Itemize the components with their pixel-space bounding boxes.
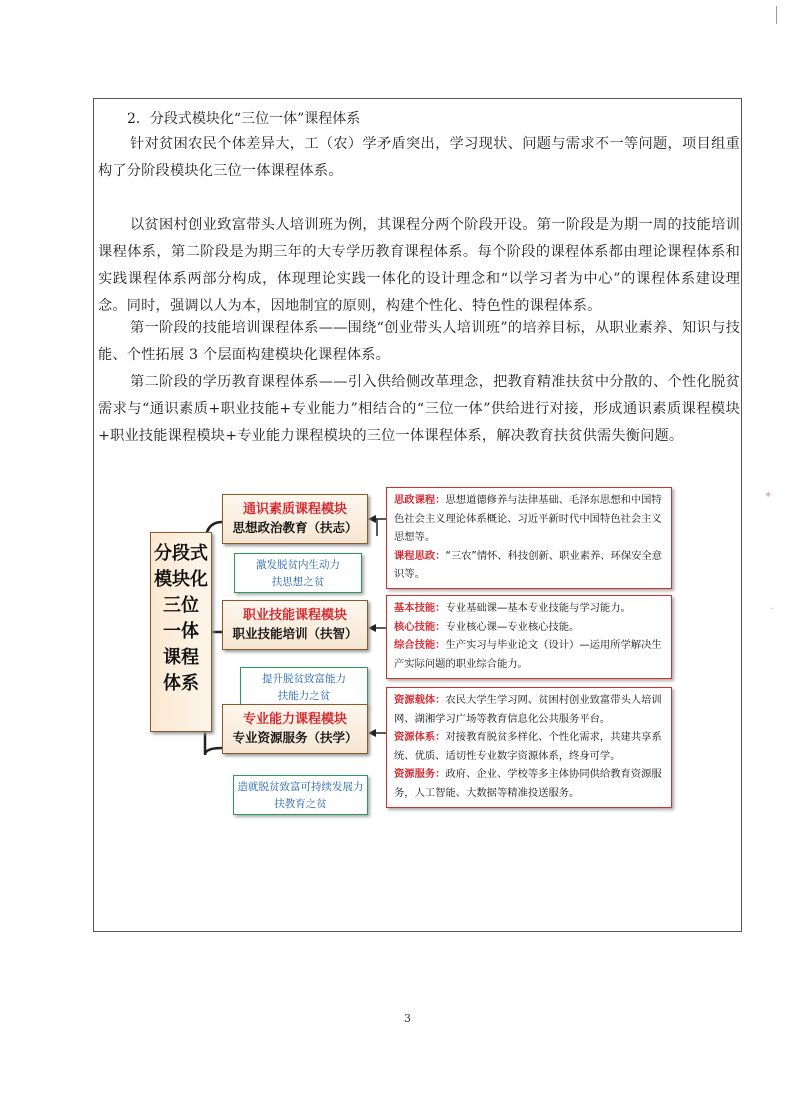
detail-value: 专业基础课—基本专业技能与学习能力。 [445, 602, 631, 614]
detail-value: 政府、企业、学校等多主体协同供给教育资源服务，人工智能、大数据等精准投送服务。 [394, 768, 662, 799]
goal-line: 激发脱贫内生动力 [256, 559, 340, 571]
center-title-line: 一体 [163, 621, 199, 642]
paragraph: 第一阶段的技能培训课程体系——围绕“创业带头人培训班”的培养目标，从职业素养、知识与技能、个性拓展 3 个层面构建模块化课程体系。 [98, 320, 740, 363]
detail-value: 农民大学生学习网、贫困村创业致富带头人培训网、湖湘学习广场等教育信息化公共服务平台。 [394, 694, 662, 725]
detail-key: 核心技能： [394, 620, 446, 633]
detail-key: 基本技能： [394, 602, 446, 614]
detail-item [394, 491, 664, 547]
center-title-line: 课程 [163, 647, 199, 668]
center-title-line: 体系 [163, 673, 199, 694]
detail-item [394, 765, 664, 802]
goal-line: 造就脱贫致富可持续发展力 [237, 781, 364, 793]
detail-key: 资源体系： [394, 731, 446, 743]
module-subtitle: 思想政治教育（扶志） [232, 520, 358, 535]
detail-item [394, 599, 664, 618]
red-stamp-mark: · [770, 604, 774, 615]
section-heading: 2．分段式模块化“三位一体”课程体系 [127, 111, 361, 127]
module-goal [234, 553, 362, 593]
module-goal [240, 667, 368, 707]
detail-value: 专业核心课—专业核心技能。 [445, 620, 580, 633]
module-goal [233, 775, 368, 815]
center-title-box [150, 532, 212, 732]
page-number: 3 [404, 1012, 411, 1025]
detail-key: 思政课程： [394, 494, 446, 506]
module-title: 专业能力课程模块 [242, 712, 347, 727]
goal-line: 扶教育之贫 [274, 798, 327, 810]
detail-item [394, 691, 664, 728]
module-detail-box [386, 687, 672, 808]
detail-item [394, 728, 664, 765]
module-detail-box [386, 487, 672, 589]
center-title-line: 分段式 [154, 543, 208, 564]
goal-line: 扶能力之贫 [277, 690, 331, 702]
detail-key: 课程思政： [394, 549, 446, 562]
detail-item [394, 547, 664, 584]
goal-line: 扶思想之贫 [271, 576, 325, 588]
module-general-quality [222, 494, 368, 544]
detail-value: 思想道德修养与法律基础、毛泽东思想和中国特色社会主义理论体系概论、习近平新时代中国特色社会主义思想等。 [394, 494, 662, 543]
detail-key: 综合技能： [394, 639, 446, 651]
detail-key: 资源服务： [394, 768, 446, 780]
detail-item [394, 636, 664, 673]
module-title: 通识素质课程模块 [242, 502, 347, 517]
module-vocational-skills [222, 600, 368, 650]
paragraph: 第二阶段的学历教育课程体系——引入供给侧改革理念，把教育精准扶贫中分散的、个性化脱贫需求与“通识素质+职业技能+专业能力”相结合的“三位一体”供给进行对接，形成通识素质课程模块+职业技能课程模块+专业能力课程模块的三位一体课程体系，解决教育扶贫供需失衡问题。 [98, 374, 740, 444]
center-title-line: 三位 [163, 595, 199, 616]
red-stamp-mark: ✦ [764, 490, 773, 501]
module-subtitle: 职业技能培训（扶智） [232, 626, 358, 641]
goal-line: 提升脱贫致富能力 [262, 673, 346, 685]
detail-key: 资源载体： [394, 694, 446, 706]
paragraph: 针对贫困农民个体差异大，工（农）学矛盾突出，学习现状、问题与需求不一等问题，项目组重构了分阶段模块化三位一体课程体系。 [98, 136, 740, 179]
module-title: 职业技能课程模块 [242, 608, 347, 623]
detail-value: 对接教育脱贫多样化、个性化需求，共建共享系统、优质、适切性专业数字资源体系，终身可学。 [394, 731, 662, 762]
paragraph: 以贫困村创业致富带头人培训班为例，其课程分两个阶段开设。第一阶段是为期一周的技能培训课程体系，第二阶段是为期三年的大专学历教育课程体系。每个阶段的课程体系都由理论课程体系和实践课程体系两部分构成，体现理论实践一体化的设计理念和“以学习者为中心”的课程体系建设理念。同时，强调以人为本，因地制宜的原则，构建个性化、特色性的课程体系。 [98, 217, 740, 314]
center-title-line: 模块化 [154, 569, 208, 590]
detail-value: “三农”情怀、科技创新、职业素养、环保安全意识等。 [394, 549, 663, 580]
detail-value: 生产实习与毕业论文（设计）—运用所学解决生产实际问题的职业综合能力。 [394, 639, 662, 670]
module-subtitle: 专业资源服务（扶学） [232, 730, 358, 745]
module-detail-box [386, 595, 672, 679]
module-professional-ability [222, 704, 368, 754]
detail-item [394, 618, 664, 637]
